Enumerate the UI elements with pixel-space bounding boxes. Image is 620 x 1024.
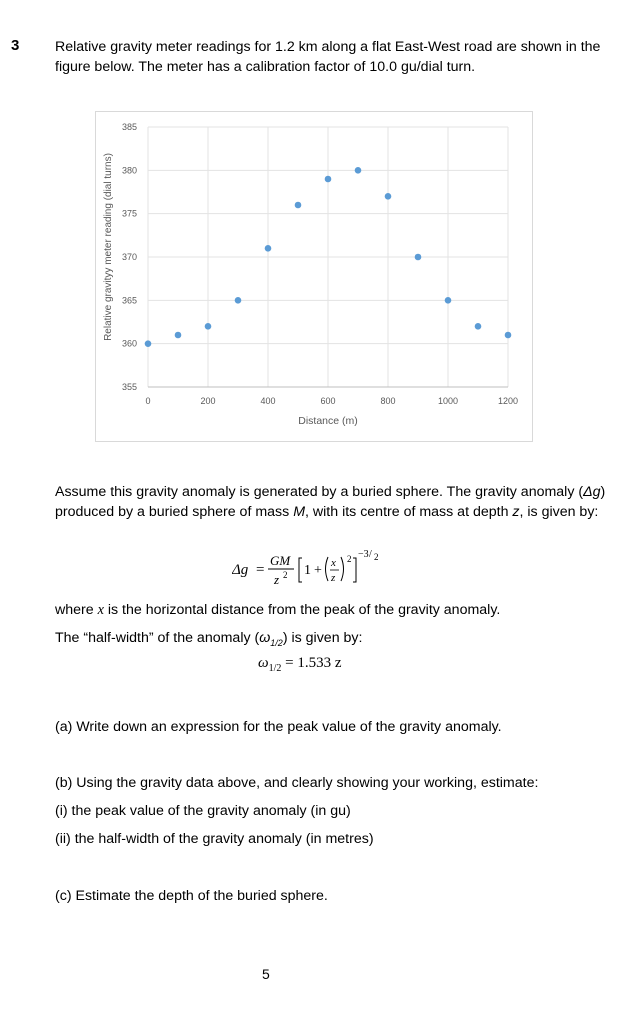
x-tick-label: 0 bbox=[145, 396, 151, 406]
y-tick-label: 380 bbox=[121, 165, 137, 176]
formula-outer-exponent-den: 2 bbox=[374, 552, 379, 562]
hw-rhs: = 1.533 z bbox=[285, 655, 342, 671]
assumption-paragraph bbox=[55, 482, 610, 522]
assumption-text-a: Assume this gravity anomaly is generated by a buried sphere. The gravity anomaly ( bbox=[55, 484, 584, 500]
gravity-scatter-plot bbox=[96, 112, 532, 441]
data-point bbox=[265, 245, 272, 252]
formula-one: 1 bbox=[304, 563, 311, 578]
data-point bbox=[385, 193, 392, 200]
halfwidth-paragraph bbox=[55, 628, 610, 653]
data-point bbox=[295, 202, 302, 209]
hw-subscript: 1/2 bbox=[268, 663, 282, 674]
halfwidth-text-a: The “half-width” of the anomaly ( bbox=[55, 630, 260, 646]
formula-plus: + bbox=[314, 563, 322, 578]
page-number: 5 bbox=[262, 966, 270, 982]
mass-symbol: M bbox=[293, 504, 306, 520]
formula-lhs: Δg bbox=[232, 562, 249, 578]
y-tick-label: 365 bbox=[121, 295, 137, 306]
y-tick-label: 375 bbox=[121, 208, 137, 219]
x-axis-label: Distance (m) bbox=[298, 415, 358, 427]
omega-subscript: 1/2 bbox=[270, 637, 283, 648]
y-tick-label: 360 bbox=[121, 338, 137, 349]
part-a: (a) Write down an expression for the peak value of the gravity anomaly. bbox=[55, 719, 502, 735]
delta-g-symbol: Δg bbox=[583, 484, 601, 500]
data-point bbox=[415, 254, 422, 261]
data-point bbox=[175, 332, 182, 339]
formula-den-exponent: 2 bbox=[283, 570, 288, 580]
x-tick-label: 1200 bbox=[497, 396, 519, 406]
y-axis-label: Relative gravityy meter reading (dial turns) bbox=[103, 153, 114, 341]
data-point bbox=[235, 297, 242, 304]
formula-equals: = bbox=[256, 562, 265, 578]
data-point bbox=[445, 297, 452, 304]
formula-inner-exponent: 2 bbox=[347, 554, 352, 564]
x-tick-label: 600 bbox=[320, 396, 336, 406]
data-point bbox=[505, 332, 512, 339]
x-tick-label: 800 bbox=[380, 396, 396, 406]
assumption-text-b: ) produced by a buried sphere of mass bbox=[55, 484, 606, 520]
y-tick-label: 370 bbox=[121, 252, 137, 262]
part-b-ii: (ii) the half-width of the gravity anomaly (in metres) bbox=[55, 831, 374, 847]
question-number: 3 bbox=[11, 37, 20, 54]
formula-inner-den: z bbox=[331, 572, 336, 584]
data-point bbox=[475, 323, 482, 330]
where-text-a: where bbox=[55, 602, 98, 618]
halfwidth-formula bbox=[258, 655, 342, 674]
y-tick-label: 355 bbox=[121, 382, 137, 392]
omega-symbol: ω bbox=[259, 630, 271, 646]
formula-outer-exponent: −3 bbox=[358, 549, 369, 560]
y-tick-label: 385 bbox=[121, 122, 137, 132]
x-symbol: x bbox=[97, 602, 104, 618]
data-point bbox=[355, 167, 362, 174]
depth-symbol: z bbox=[512, 504, 520, 520]
gravity-chart bbox=[95, 111, 533, 442]
where-text-b: is the horizontal distance from the peak of the gravity anomaly. bbox=[103, 602, 501, 618]
formula-svg bbox=[232, 546, 432, 588]
data-point bbox=[205, 323, 212, 330]
assumption-text-c: , with its centre of mass at depth bbox=[305, 504, 513, 520]
formula-denominator: z bbox=[274, 572, 280, 587]
x-tick-label: 200 bbox=[200, 396, 216, 406]
data-point bbox=[325, 176, 332, 183]
where-paragraph bbox=[55, 600, 610, 620]
formula-numerator: GM bbox=[270, 553, 291, 568]
x-tick-label: 1000 bbox=[437, 396, 459, 406]
svg-text:/: / bbox=[369, 549, 372, 560]
hw-omega: ω bbox=[258, 655, 269, 671]
part-c: (c) Estimate the depth of the buried sphere. bbox=[55, 888, 328, 904]
gravity-anomaly-formula bbox=[232, 546, 432, 588]
part-b: (b) Using the gravity data above, and clearly showing your working, estimate: bbox=[55, 775, 539, 791]
data-point bbox=[145, 340, 152, 347]
halfwidth-text-b: ) is given by: bbox=[282, 630, 363, 646]
part-b-i: (i) the peak value of the gravity anomaly (in gu) bbox=[55, 803, 351, 819]
assumption-text-d: , is given by: bbox=[519, 504, 599, 520]
formula-inner-num: x bbox=[331, 557, 336, 569]
x-tick-label: 400 bbox=[260, 396, 276, 406]
question-intro: Relative gravity meter readings for 1.2 km along a flat East-West road are shown in the figure below. The meter has a calibration factor of 10.0 gu/dial turn. bbox=[55, 39, 601, 75]
